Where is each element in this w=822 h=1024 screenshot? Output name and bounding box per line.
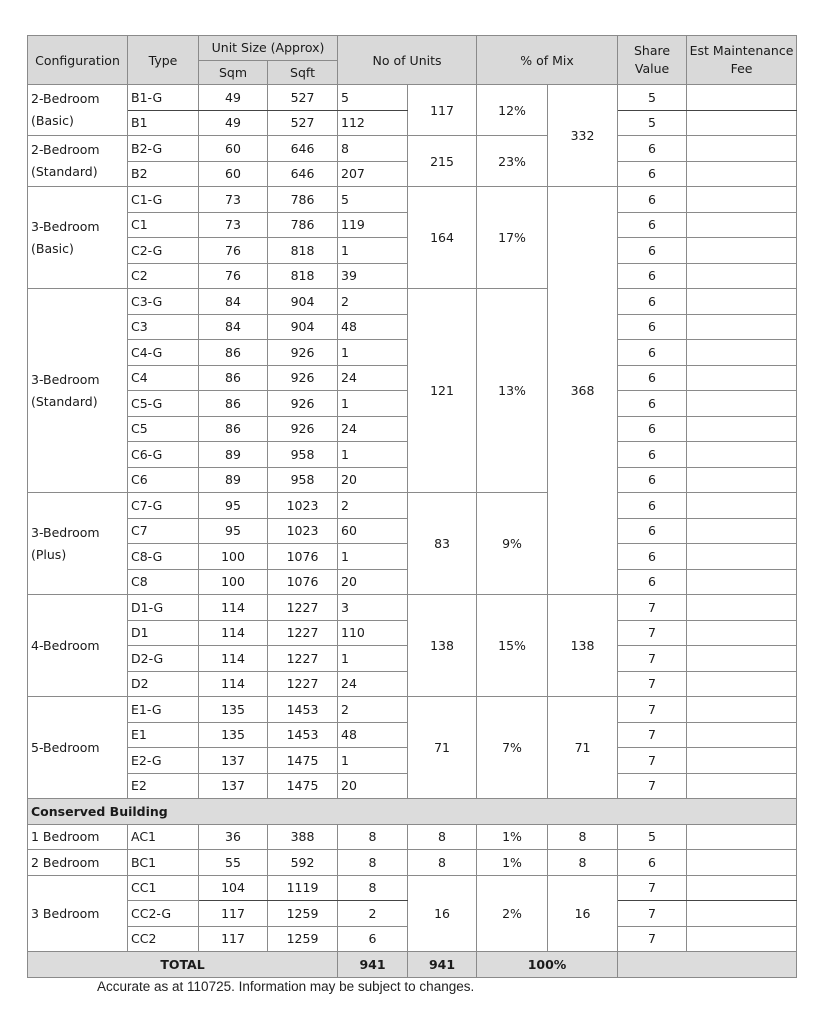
fee-cell	[687, 620, 797, 646]
total-label: TOTAL	[28, 952, 338, 978]
sqm-cell: 60	[199, 161, 268, 187]
fee-cell	[687, 518, 797, 544]
sqft-cell: 926	[268, 365, 338, 391]
share-cell: 6	[618, 544, 687, 570]
sqm-cell: 86	[199, 391, 268, 417]
type-cell: C6	[128, 467, 199, 493]
fee-cell	[687, 926, 797, 952]
group-total-cell: 83	[408, 493, 477, 595]
sqft-cell: 926	[268, 340, 338, 366]
sqm-cell: 114	[199, 595, 268, 621]
header-share-value: Share Value	[618, 36, 687, 85]
fee-cell	[687, 212, 797, 238]
share-cell: 6	[618, 161, 687, 187]
sqft-cell: 527	[268, 85, 338, 111]
units-cell: 39	[338, 263, 408, 289]
table-row	[28, 493, 797, 519]
combined-total-cell: 332	[548, 85, 618, 187]
share-cell: 7	[618, 620, 687, 646]
share-cell: 6	[618, 263, 687, 289]
share-cell: 6	[618, 238, 687, 264]
type-cell: B1	[128, 110, 199, 136]
fee-cell	[687, 85, 797, 111]
table-row	[28, 697, 797, 723]
units-cell: 119	[338, 212, 408, 238]
fee-cell	[687, 136, 797, 162]
share-cell: 6	[618, 467, 687, 493]
type-cell: C5	[128, 416, 199, 442]
sqft-cell: 646	[268, 161, 338, 187]
table-row	[28, 595, 797, 621]
group-mix-cell: 2%	[477, 875, 548, 952]
share-cell: 6	[618, 365, 687, 391]
units-cell: 8	[338, 850, 408, 876]
combined-total-cell: 71	[548, 697, 618, 799]
units-cell: 1	[338, 544, 408, 570]
type-cell: E2	[128, 773, 199, 799]
sqm-cell: 36	[199, 824, 268, 850]
group-total-cell: 138	[408, 595, 477, 697]
group-mix-cell: 1%	[477, 850, 548, 876]
type-cell: C5-G	[128, 391, 199, 417]
share-cell: 6	[618, 136, 687, 162]
sqft-cell: 818	[268, 238, 338, 264]
group-total-cell: 16	[408, 875, 477, 952]
units-cell: 48	[338, 722, 408, 748]
units-cell: 1	[338, 748, 408, 774]
sqft-cell: 904	[268, 289, 338, 315]
config-cell: 3-Bedroom (Standard)	[28, 289, 128, 493]
sqm-cell: 137	[199, 748, 268, 774]
type-cell: C1-G	[128, 187, 199, 213]
share-cell: 5	[618, 85, 687, 111]
sqft-cell: 1475	[268, 773, 338, 799]
share-cell: 6	[618, 442, 687, 468]
fee-cell	[687, 365, 797, 391]
group-total-cell: 8	[408, 824, 477, 850]
combined-total-cell: 8	[548, 850, 618, 876]
header-row	[28, 36, 797, 61]
fee-cell	[687, 442, 797, 468]
footnote: Accurate as at 110725. Information may be subject to changes.	[97, 979, 475, 994]
type-cell: E1-G	[128, 697, 199, 723]
sqm-cell: 135	[199, 722, 268, 748]
units-cell: 112	[338, 110, 408, 136]
sqft-cell: 786	[268, 212, 338, 238]
fee-cell	[687, 161, 797, 187]
units-cell: 8	[338, 824, 408, 850]
sqm-cell: 100	[199, 544, 268, 570]
combined-total-cell: 138	[548, 595, 618, 697]
type-cell: C3	[128, 314, 199, 340]
sqm-cell: 89	[199, 467, 268, 493]
share-cell: 7	[618, 901, 687, 927]
share-cell: 7	[618, 646, 687, 672]
fee-cell	[687, 238, 797, 264]
share-cell: 7	[618, 595, 687, 621]
type-cell: AC1	[128, 824, 199, 850]
fee-cell	[687, 569, 797, 595]
sqft-cell: 1227	[268, 620, 338, 646]
units-cell: 207	[338, 161, 408, 187]
config-cell: 4-Bedroom	[28, 595, 128, 697]
sqft-cell: 1227	[268, 595, 338, 621]
sqm-cell: 95	[199, 518, 268, 544]
units-cell: 2	[338, 697, 408, 723]
combined-total-cell: 8	[548, 824, 618, 850]
type-cell: E1	[128, 722, 199, 748]
fee-cell	[687, 110, 797, 136]
sqm-cell: 117	[199, 926, 268, 952]
share-cell: 6	[618, 289, 687, 315]
combined-total-cell: 16	[548, 875, 618, 952]
config-cell: 2-Bedroom (Basic)	[28, 85, 128, 136]
share-cell: 7	[618, 722, 687, 748]
units-cell: 20	[338, 569, 408, 595]
sqft-cell: 818	[268, 263, 338, 289]
header-configuration: Configuration	[28, 36, 128, 85]
type-cell: BC1	[128, 850, 199, 876]
table-row	[28, 136, 797, 162]
sqm-cell: 84	[199, 289, 268, 315]
sqft-cell: 786	[268, 187, 338, 213]
fee-cell	[687, 824, 797, 850]
units-cell: 5	[338, 187, 408, 213]
units-cell: 60	[338, 518, 408, 544]
fee-cell	[687, 748, 797, 774]
header-no-of-units: No of Units	[338, 36, 477, 85]
units-cell: 24	[338, 365, 408, 391]
fee-cell	[687, 671, 797, 697]
share-cell: 5	[618, 824, 687, 850]
fee-cell	[687, 773, 797, 799]
units-cell: 48	[338, 314, 408, 340]
sqft-cell: 646	[268, 136, 338, 162]
type-cell: D1-G	[128, 595, 199, 621]
total-units: 941	[338, 952, 408, 978]
config-cell: 3-Bedroom (Basic)	[28, 187, 128, 289]
share-cell: 7	[618, 671, 687, 697]
type-cell: C7-G	[128, 493, 199, 519]
share-cell: 7	[618, 875, 687, 901]
fee-cell	[687, 697, 797, 723]
units-cell: 3	[338, 595, 408, 621]
fee-cell	[687, 493, 797, 519]
group-total-cell: 8	[408, 850, 477, 876]
group-mix-cell: 17%	[477, 187, 548, 289]
config-cell: 2-Bedroom (Standard)	[28, 136, 128, 187]
group-mix-cell: 13%	[477, 289, 548, 493]
sqm-cell: 60	[199, 136, 268, 162]
type-cell: CC2-G	[128, 901, 199, 927]
sqm-cell: 73	[199, 212, 268, 238]
fee-cell	[687, 416, 797, 442]
share-cell: 6	[618, 569, 687, 595]
sqft-cell: 1076	[268, 544, 338, 570]
sqft-cell: 1076	[268, 569, 338, 595]
section-row	[28, 799, 797, 825]
table-row	[28, 85, 797, 111]
header-est-fee: Est Maintenance Fee	[687, 36, 797, 85]
sqm-cell: 49	[199, 110, 268, 136]
share-cell: 7	[618, 697, 687, 723]
sqm-cell: 86	[199, 340, 268, 366]
fee-cell	[687, 595, 797, 621]
type-cell: D2	[128, 671, 199, 697]
total-mix: 100%	[477, 952, 618, 978]
units-cell: 1	[338, 646, 408, 672]
type-cell: C2-G	[128, 238, 199, 264]
sqm-cell: 137	[199, 773, 268, 799]
sqm-cell: 135	[199, 697, 268, 723]
type-cell: C6-G	[128, 442, 199, 468]
table-row	[28, 289, 797, 315]
sqm-cell: 89	[199, 442, 268, 468]
type-cell: C7	[128, 518, 199, 544]
group-total-cell: 215	[408, 136, 477, 187]
sqft-cell: 926	[268, 416, 338, 442]
sqft-cell: 1227	[268, 671, 338, 697]
units-cell: 8	[338, 136, 408, 162]
type-cell: E2-G	[128, 748, 199, 774]
share-cell: 6	[618, 340, 687, 366]
sqm-cell: 95	[199, 493, 268, 519]
share-cell: 6	[618, 416, 687, 442]
units-cell: 2	[338, 493, 408, 519]
units-cell: 2	[338, 901, 408, 927]
sqft-cell: 1453	[268, 697, 338, 723]
group-total-cell: 71	[408, 697, 477, 799]
sqm-cell: 114	[199, 620, 268, 646]
sqm-cell: 73	[199, 187, 268, 213]
share-cell: 6	[618, 493, 687, 519]
fee-cell	[687, 850, 797, 876]
sqm-cell: 104	[199, 875, 268, 901]
table-row	[28, 824, 797, 850]
header-unit-size: Unit Size (Approx)	[199, 36, 338, 61]
units-cell: 1	[338, 238, 408, 264]
fee-cell	[687, 901, 797, 927]
fee-cell	[687, 187, 797, 213]
type-cell: C8-G	[128, 544, 199, 570]
type-cell: C4	[128, 365, 199, 391]
sqft-cell: 1259	[268, 901, 338, 927]
units-cell: 5	[338, 85, 408, 111]
sqm-cell: 114	[199, 671, 268, 697]
sqft-cell: 1453	[268, 722, 338, 748]
sqm-cell: 76	[199, 263, 268, 289]
type-cell: D1	[128, 620, 199, 646]
header-sqft: Sqft	[268, 60, 338, 85]
share-cell: 6	[618, 391, 687, 417]
table-row	[28, 850, 797, 876]
group-mix-cell: 23%	[477, 136, 548, 187]
config-cell: 2 Bedroom	[28, 850, 128, 876]
unit-mix-table	[27, 35, 797, 978]
share-cell: 5	[618, 110, 687, 136]
type-cell: B1-G	[128, 85, 199, 111]
sqft-cell: 926	[268, 391, 338, 417]
group-mix-cell: 9%	[477, 493, 548, 595]
sqm-cell: 100	[199, 569, 268, 595]
type-cell: CC2	[128, 926, 199, 952]
sqft-cell: 388	[268, 824, 338, 850]
sqft-cell: 1259	[268, 926, 338, 952]
sqm-cell: 55	[199, 850, 268, 876]
type-cell: C4-G	[128, 340, 199, 366]
config-cell: 3 Bedroom	[28, 875, 128, 952]
type-cell: C2	[128, 263, 199, 289]
share-cell: 6	[618, 314, 687, 340]
sqft-cell: 1119	[268, 875, 338, 901]
total-blank	[618, 952, 797, 978]
fee-cell	[687, 340, 797, 366]
share-cell: 6	[618, 212, 687, 238]
share-cell: 6	[618, 518, 687, 544]
sqm-cell: 84	[199, 314, 268, 340]
table-row	[28, 187, 797, 213]
header-type: Type	[128, 36, 199, 85]
total-row	[28, 952, 797, 978]
section-title: Conserved Building	[28, 799, 797, 825]
fee-cell	[687, 467, 797, 493]
units-cell: 24	[338, 416, 408, 442]
fee-cell	[687, 263, 797, 289]
sqft-cell: 1227	[268, 646, 338, 672]
group-mix-cell: 12%	[477, 85, 548, 136]
units-cell: 20	[338, 773, 408, 799]
header-pct-mix: % of Mix	[477, 36, 618, 85]
sqft-cell: 1023	[268, 493, 338, 519]
sqm-cell: 86	[199, 365, 268, 391]
config-cell: 5-Bedroom	[28, 697, 128, 799]
type-cell: B2-G	[128, 136, 199, 162]
type-cell: C1	[128, 212, 199, 238]
sqft-cell: 527	[268, 110, 338, 136]
config-cell: 3-Bedroom (Plus)	[28, 493, 128, 595]
total-group-units: 941	[408, 952, 477, 978]
units-cell: 110	[338, 620, 408, 646]
group-total-cell: 164	[408, 187, 477, 289]
config-cell: 1 Bedroom	[28, 824, 128, 850]
share-cell: 7	[618, 748, 687, 774]
group-mix-cell: 7%	[477, 697, 548, 799]
units-cell: 8	[338, 875, 408, 901]
share-cell: 6	[618, 187, 687, 213]
type-cell: D2-G	[128, 646, 199, 672]
type-cell: C8	[128, 569, 199, 595]
fee-cell	[687, 314, 797, 340]
sqft-cell: 958	[268, 467, 338, 493]
sqm-cell: 86	[199, 416, 268, 442]
units-cell: 20	[338, 467, 408, 493]
units-cell: 2	[338, 289, 408, 315]
sqm-cell: 49	[199, 85, 268, 111]
group-total-cell: 121	[408, 289, 477, 493]
fee-cell	[687, 646, 797, 672]
fee-cell	[687, 544, 797, 570]
sqft-cell: 1023	[268, 518, 338, 544]
fee-cell	[687, 289, 797, 315]
combined-total-cell: 368	[548, 187, 618, 595]
type-cell: C3-G	[128, 289, 199, 315]
group-mix-cell: 15%	[477, 595, 548, 697]
sqm-cell: 117	[199, 901, 268, 927]
header-sqm: Sqm	[199, 60, 268, 85]
type-cell: B2	[128, 161, 199, 187]
units-cell: 1	[338, 442, 408, 468]
share-cell: 7	[618, 926, 687, 952]
type-cell: CC1	[128, 875, 199, 901]
units-cell: 24	[338, 671, 408, 697]
sqm-cell: 114	[199, 646, 268, 672]
share-cell: 7	[618, 773, 687, 799]
share-cell: 6	[618, 850, 687, 876]
table-row	[28, 875, 797, 901]
units-cell: 6	[338, 926, 408, 952]
sqft-cell: 1475	[268, 748, 338, 774]
group-total-cell: 117	[408, 85, 477, 136]
units-cell: 1	[338, 391, 408, 417]
fee-cell	[687, 875, 797, 901]
sqft-cell: 592	[268, 850, 338, 876]
sqft-cell: 904	[268, 314, 338, 340]
fee-cell	[687, 391, 797, 417]
sqm-cell: 76	[199, 238, 268, 264]
units-cell: 1	[338, 340, 408, 366]
group-mix-cell: 1%	[477, 824, 548, 850]
fee-cell	[687, 722, 797, 748]
sqft-cell: 958	[268, 442, 338, 468]
